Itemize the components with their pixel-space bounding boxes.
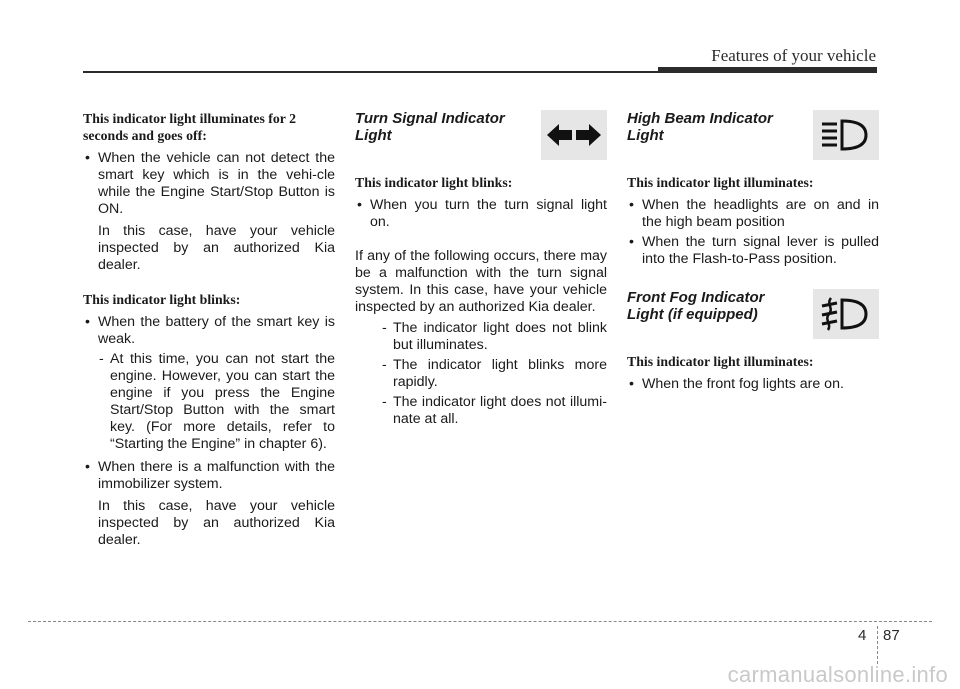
lead-turn-blinks: This indicator light blinks: — [355, 175, 513, 190]
dash-not-blink: - The indicator light does not blink but illuminates. — [355, 320, 607, 354]
note-have-inspected: In this case, have your vehicle inspected by an authorized Kia dealer. — [98, 223, 335, 273]
bullet-high-beam-position: • When the headlights are on and in the high beam position — [627, 197, 879, 231]
column-smart-key — [83, 110, 335, 552]
front-fog-light-icon — [813, 289, 879, 339]
lead-blinks: This indicator light blinks: — [83, 292, 241, 307]
header-rule — [83, 71, 658, 73]
high-beam-icon — [813, 110, 879, 160]
lead-high-beam-illuminates: This indicator light illuminates: — [627, 175, 814, 190]
bullet-turn-on: • When you turn the turn signal light on. — [355, 197, 607, 231]
section-head-fog — [627, 289, 879, 341]
bullet-immobilizer-malfunction: • When there is a malfunction with the immobilizer system. — [83, 459, 335, 493]
dash-cannot-start: - At this time, you can not start the engine. However, you can start the engine if you press the Engine Start/Stop Button with the smart key. (For more details, refer to “Starting the Engine” in chapter 6). — [83, 351, 335, 453]
section-head-high-beam — [627, 110, 879, 162]
chapter-number: 4 — [858, 627, 867, 644]
dash-blinks-rapidly: - The indicator light blinks more rapidly. — [355, 357, 607, 391]
section-head-turn-signal — [355, 110, 607, 162]
bullet-flash-to-pass: • When the turn signal lever is pulled into the Flash-to-Pass position. — [627, 234, 879, 268]
column-turn-signal — [355, 110, 607, 431]
header-title: Features of your vehicle — [711, 46, 876, 65]
section-title-high-beam: High Beam Indicator Light — [627, 110, 773, 144]
page-number: 87 — [883, 627, 900, 644]
column-high-beam-fog — [627, 110, 879, 396]
section-title-turn-signal: Turn Signal Indicator Light — [355, 110, 505, 144]
bullet-fog-on: • When the front fog lights are on. — [627, 376, 879, 393]
footer-rule — [28, 621, 932, 622]
bullet-key-not-detected: • When the vehicle can not detect the smart key which is in the vehi-cle while the Engine Start/Stop Button is ON. — [83, 150, 335, 218]
turn-signal-arrows-icon — [541, 110, 607, 160]
bullet-battery-weak: • When the battery of the smart key is weak. — [83, 314, 335, 348]
dash-not-illuminate: - The indicator light does not illumi-nate at all. — [355, 394, 607, 428]
section-title-fog: Front Fog Indicator Light (if equipped) — [627, 289, 765, 323]
lead-fog-illuminates: This indicator light illuminates: — [627, 354, 814, 369]
lead-illuminates-2-seconds: This indicator light illuminates for 2 seconds and goes off: — [83, 111, 296, 143]
header-rule-accent — [658, 67, 877, 73]
page-separator — [877, 626, 878, 664]
watermark: carmanualsonline.info — [727, 662, 948, 687]
para-malfunction: If any of the following occurs, there may be a malfunction with the turn signal system. In this case, have your vehicle inspected by an authorized Kia dealer. — [355, 248, 607, 315]
note-have-inspected-2: In this case, have your vehicle inspected by an authorized Kia dealer. — [98, 498, 335, 548]
